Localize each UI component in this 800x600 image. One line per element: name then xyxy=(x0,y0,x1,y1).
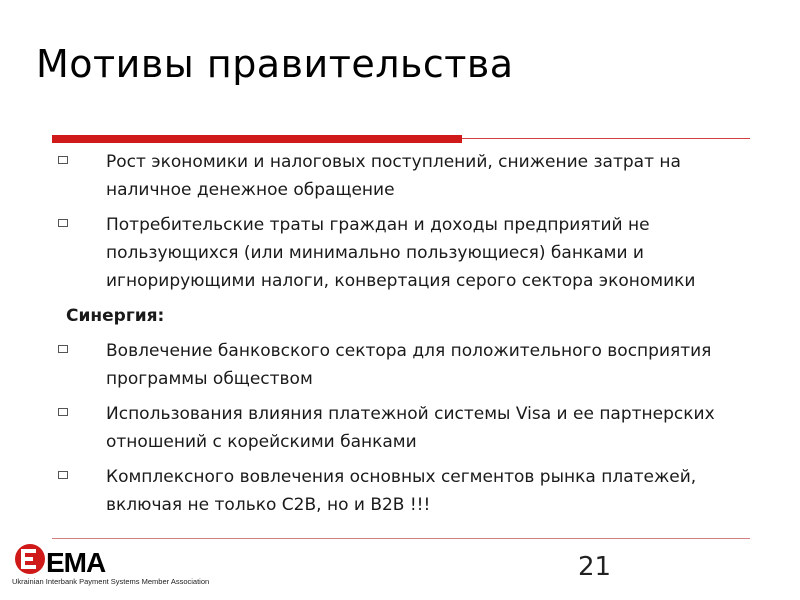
list-item xyxy=(58,463,748,519)
title-divider-accent-bar xyxy=(52,135,462,143)
logo-wordmark: EMA xyxy=(46,547,106,578)
square-bullet-icon xyxy=(58,408,68,416)
slide-body xyxy=(58,148,748,526)
square-bullet-icon xyxy=(58,219,68,227)
list-item-text: Комплексного вовлечения основных сегментов рынка платежей, включая не только C2B, но и B2B !!! xyxy=(106,467,697,515)
list-item-text: Рост экономики и налоговых поступлений, снижение затрат на наличное денежное обращение xyxy=(106,152,681,200)
section-label-synergy: Синергия: xyxy=(66,306,165,326)
list-item-text: Вовлечение банковского сектора для положительного восприятия программы обществом xyxy=(106,341,712,389)
page-number: 21 xyxy=(578,552,612,582)
list-item xyxy=(58,400,748,456)
list-item xyxy=(58,337,748,393)
ema-logo xyxy=(12,543,252,593)
square-bullet-icon xyxy=(58,156,68,164)
square-bullet-icon xyxy=(58,345,68,353)
list-item-text: Использования влияния платежной системы Visa и ее партнерских отношений с корейскими банками xyxy=(106,404,715,452)
title-divider xyxy=(52,135,750,145)
slide-title: Мотивы правительства xyxy=(36,42,514,86)
square-bullet-icon xyxy=(58,471,68,479)
list-item xyxy=(58,148,748,204)
list-item-text: Потребительские траты граждан и доходы предприятий не пользующихся (или минимально пользующиеся) банками и игнорирующими налоги, конвертация серого сектора экономики xyxy=(106,215,696,291)
list-item xyxy=(58,211,748,295)
footer-divider xyxy=(52,538,750,539)
logo-subtitle: Ukrainian Interbank Payment Systems Member Association xyxy=(12,577,210,586)
